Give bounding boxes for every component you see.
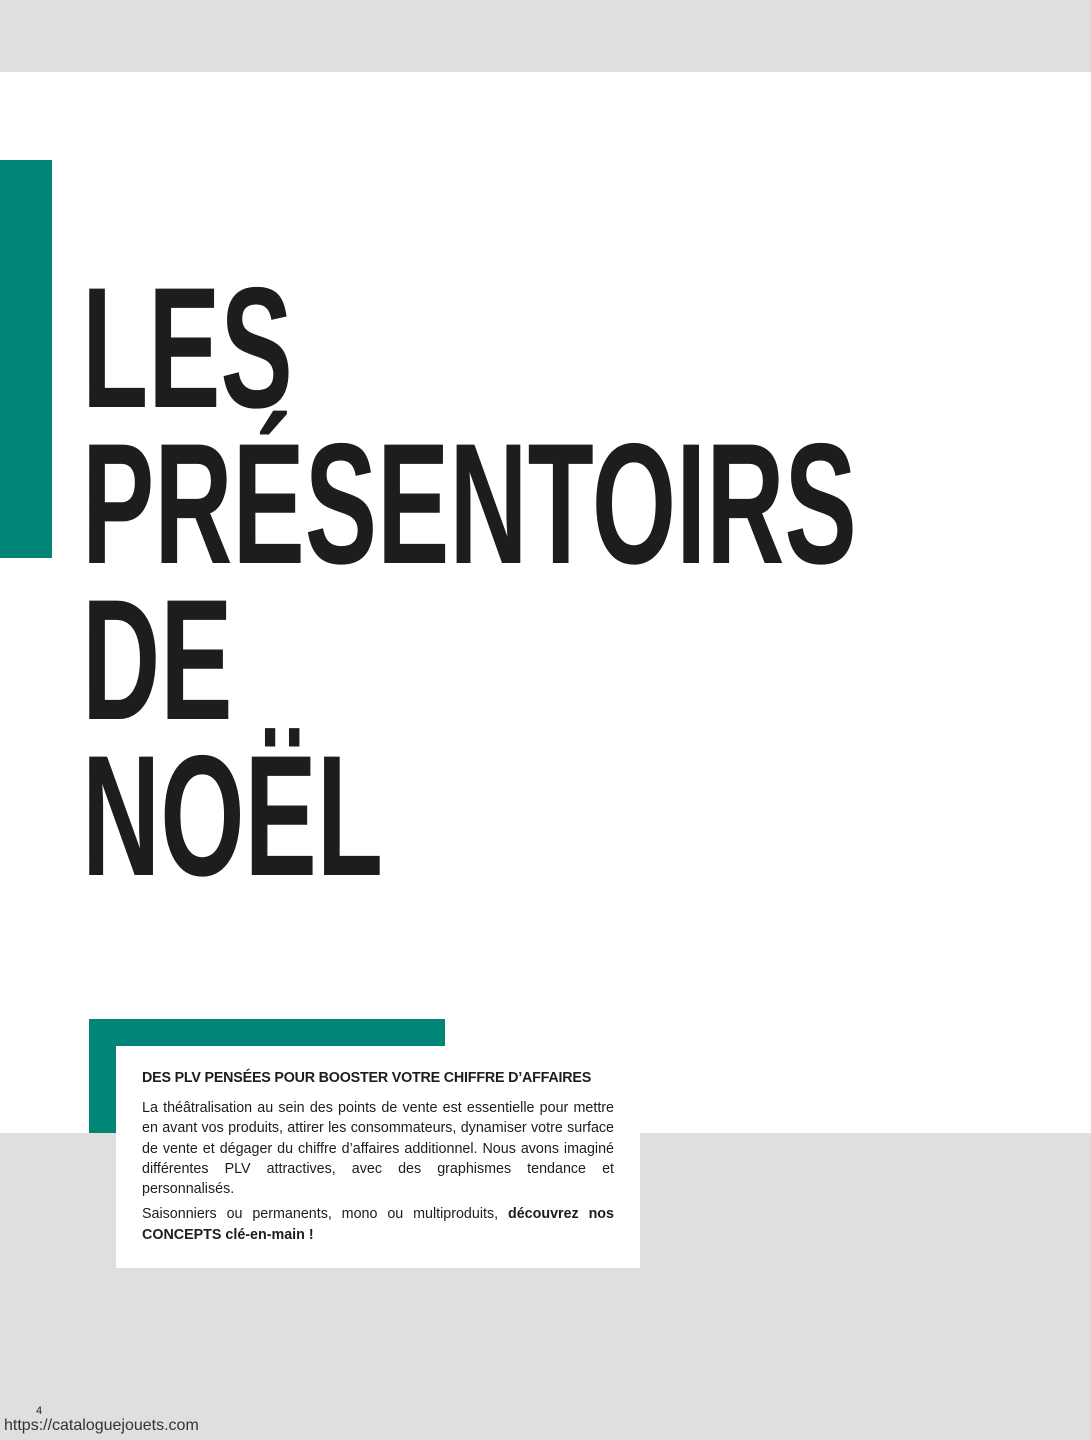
title-line-1: LES xyxy=(82,252,293,444)
card-heading: DES PLV PENSÉES POUR BOOSTER VOTRE CHIFFRE D’AFFAIRES xyxy=(142,1070,592,1086)
card-paragraph-2-emphasis: découvrez nos CONCEPTS clé-en-main ! xyxy=(142,1206,614,1243)
card-paragraph-1: La théâtralisation au sein des points de vente est essentielle pour mettre en avant vos produits, attirer les consommateurs, dynamiser votre surface de vente et dégager du chiffre d’affaires additionnel. Nous avons imaginé différentes PLV attractives, avec des graphismes tendance et personnalisés. xyxy=(142,1100,614,1198)
card-paragraph-2 xyxy=(142,1204,614,1245)
title-line-3: DE xyxy=(82,564,233,756)
source-url-link[interactable]: https://cataloguejouets.com xyxy=(4,1417,199,1434)
accent-side-bar xyxy=(0,160,52,558)
page-number: 4 xyxy=(36,1405,43,1417)
page-title xyxy=(82,252,857,912)
title-line-4: NOËL xyxy=(82,720,384,912)
info-card xyxy=(116,1046,640,1268)
card-paragraph-2-text: Saisonniers ou permanents, mono ou multiproduits, xyxy=(142,1206,508,1223)
top-gray-band xyxy=(0,0,1091,72)
title-line-2: PRÉSENTOIRS xyxy=(82,408,857,600)
